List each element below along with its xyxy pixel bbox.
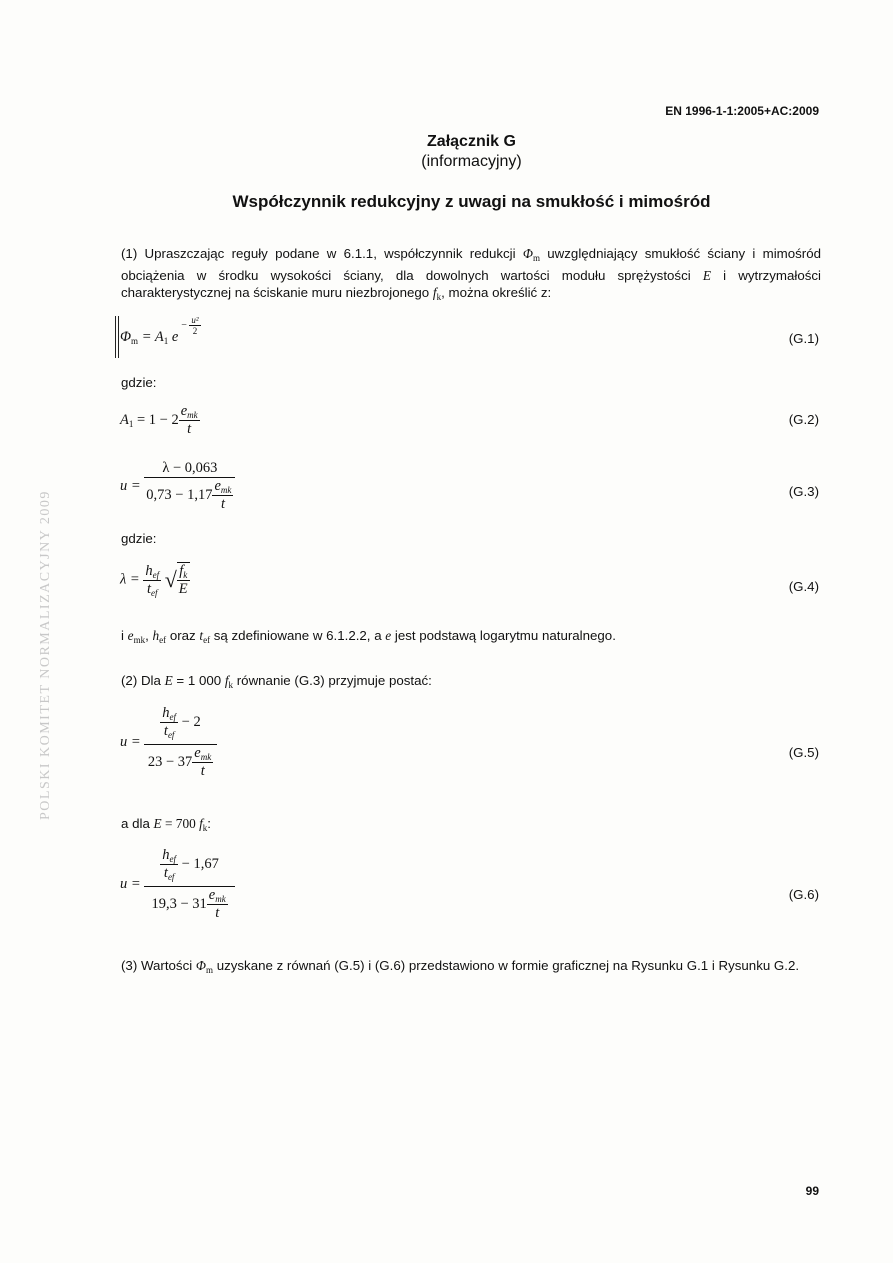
g6-frac: [144, 847, 235, 922]
g1-exp-den: 2: [192, 326, 198, 336]
equation-g6: [120, 847, 235, 922]
p3-phi: Φ: [195, 958, 206, 973]
g3-num: λ − 0,063: [144, 460, 235, 478]
g5-mk: mk: [200, 752, 212, 762]
g5-h: h: [162, 705, 170, 721]
g6-num-frac: [160, 847, 178, 882]
and-f: f: [199, 816, 203, 831]
g6-t-1: t: [163, 865, 168, 881]
p2-text-b: = 1 000: [172, 673, 225, 688]
defs-text-f: jest podstawą logarytmu naturalnego.: [391, 628, 616, 643]
g6-den-frac: [207, 887, 228, 922]
annex-title: Załącznik G: [427, 133, 516, 150]
eq-number-g2: (G.2): [788, 412, 819, 427]
p2-text-c: równanie (G.3) przyjmuje postać:: [233, 673, 432, 688]
p1-text-c: i wytrzymałości charakterystycznej na ściskanie muru niezbrojonego: [121, 268, 821, 300]
g3-mk: mk: [220, 485, 232, 495]
g1-phi: Φ: [120, 328, 132, 345]
paragraph-3: [121, 957, 821, 979]
where-label-2: gdzie:: [121, 531, 157, 546]
defs-text-c: oraz: [166, 628, 200, 643]
and-E: E: [153, 816, 162, 831]
and-colon: :: [207, 816, 211, 831]
defs-text-a: i: [121, 628, 128, 643]
defs-e-2: e: [385, 628, 392, 643]
g1-mid: = A: [138, 328, 164, 345]
g1-sub-1: 1: [163, 335, 169, 346]
eq-number-g1: (G.1): [788, 331, 819, 346]
g6-t-2: t: [215, 905, 220, 921]
g6-h: h: [162, 847, 170, 863]
defs-text-d: są zdefiniowane w 6.1.2.2, a: [210, 628, 386, 643]
p2-E: E: [164, 673, 173, 688]
g1-exponent: [181, 315, 200, 336]
g4-k: k: [183, 570, 188, 580]
p1-text-d: , można określić z:: [441, 285, 552, 300]
p3-text-b: uzyskane z równań (G.5) i (G.6) przedstawiono w formie graficznej na Rysunku G.1 i Rysunku G.2.: [213, 958, 800, 973]
p2-k: k: [228, 680, 234, 690]
g3-t: t: [220, 496, 225, 512]
paragraph-and: [121, 815, 821, 837]
g6-lhs: u =: [120, 875, 141, 892]
g5-den-frac: [192, 745, 213, 780]
phi-subscript: m: [533, 253, 541, 263]
equation-g4: [120, 562, 190, 598]
g3-den-a: 0,73 − 1,17: [146, 486, 213, 503]
and-text-a: a dla: [121, 816, 154, 831]
paragraph-definitions: [121, 627, 821, 649]
g1-sub-m: m: [131, 335, 139, 346]
g4-ef-1: ef: [152, 569, 160, 580]
sqrt-icon: √: [164, 567, 177, 592]
phi-symbol: Φ: [522, 246, 533, 261]
equation-g1: [120, 315, 201, 349]
g2-e: e: [180, 403, 188, 419]
f-subscript: k: [436, 292, 442, 302]
eq-number-g5: (G.5): [788, 745, 819, 760]
g5-ef-1: ef: [169, 712, 177, 722]
g4-frac: [143, 563, 161, 598]
p2-f: f: [224, 673, 229, 688]
g4-lhs: λ =: [120, 571, 140, 588]
change-bar: [115, 316, 119, 358]
defs-t: t: [199, 628, 204, 643]
g4-f: f: [179, 563, 184, 579]
g5-t-2: t: [200, 763, 205, 779]
g5-num-frac: [160, 705, 178, 740]
g4-t: t: [146, 580, 151, 597]
defs-comma: ,: [145, 628, 153, 643]
paragraph-2: [121, 672, 821, 694]
g4-sqrt-frac: [177, 562, 190, 598]
g1-exp-num: u²: [191, 315, 199, 325]
g3-frac: [144, 460, 235, 513]
g5-ef-2: ef: [167, 730, 175, 740]
g5-frac: [144, 705, 216, 780]
and-text-b: = 700: [161, 816, 200, 831]
standard-number: EN 1996-1-1:2005+AC:2009: [665, 104, 819, 118]
eq-number-g3: (G.3): [788, 484, 819, 499]
g3-e: e: [214, 478, 221, 494]
g2-mk: mk: [187, 410, 198, 420]
annex-subtitle: (informacyjny): [421, 153, 522, 170]
eq-number-g4: (G.4): [788, 579, 819, 594]
g1-exp-minus: −: [181, 319, 187, 331]
equation-g3: [120, 460, 235, 513]
watermark-text: POLSKI KOMITET NORMALIZACYJNY 2009: [38, 490, 53, 820]
eq-number-g6: (G.6): [788, 887, 819, 902]
g6-num-tail: − 1,67: [178, 855, 219, 872]
equation-g5: [120, 705, 217, 780]
equation-g2: [120, 403, 200, 438]
g3-den-frac: [212, 478, 233, 513]
g2-A: A: [120, 411, 129, 428]
g2-mid: = 1 − 2: [133, 411, 179, 428]
g1-e: e: [168, 328, 179, 345]
paragraph-1: [121, 245, 821, 306]
g2-sub-1: 1: [128, 418, 134, 429]
g5-num-tail: − 2: [178, 713, 201, 730]
defs-ef-2: ef: [203, 635, 211, 645]
g5-lhs: u =: [120, 733, 141, 750]
g4-h: h: [145, 562, 153, 579]
g5-t-1: t: [163, 723, 168, 739]
p1-text-b: uwzględniający smukłość ściany i mimośród obciążenia w środku wysokości ściany, dla dowolnych wartości modułu sprężystości: [121, 246, 821, 283]
g6-ef-1: ef: [169, 854, 177, 864]
E-symbol: E: [702, 268, 711, 283]
p1-text-a: (1) Upraszczając reguły podane w 6.1.1, współczynnik redukcji: [121, 246, 523, 261]
g2-frac: [179, 403, 200, 438]
p2-text-a: (2) Dla: [121, 673, 165, 688]
p3-m: m: [206, 965, 214, 975]
g5-e: e: [194, 745, 201, 761]
where-label-1: gdzie:: [121, 375, 157, 390]
page-number: 99: [805, 1184, 819, 1198]
defs-e: e: [127, 628, 134, 643]
g6-ef-2: ef: [167, 872, 175, 882]
g1-exp-frac: [189, 315, 200, 336]
and-k: k: [202, 823, 208, 833]
g4-E: E: [178, 581, 188, 597]
g6-e: e: [208, 887, 216, 903]
defs-ef-1: ef: [159, 635, 167, 645]
watermark: [35, 430, 55, 820]
f-symbol: f: [432, 285, 437, 300]
g4-ef-2: ef: [150, 587, 158, 598]
g6-den-a: 19,3 − 31: [151, 895, 207, 912]
defs-h: h: [152, 628, 160, 643]
defs-mk: mk: [133, 635, 146, 645]
g2-t: t: [187, 421, 192, 437]
g5-den-a: 23 − 37: [147, 753, 193, 770]
main-title: Współczynnik redukcyjny z uwagi na smukłość i mimośród: [232, 192, 711, 211]
g3-lhs: u =: [120, 477, 141, 494]
p3-text-a: (3) Wartości: [121, 958, 196, 973]
g6-mk: mk: [215, 894, 226, 904]
